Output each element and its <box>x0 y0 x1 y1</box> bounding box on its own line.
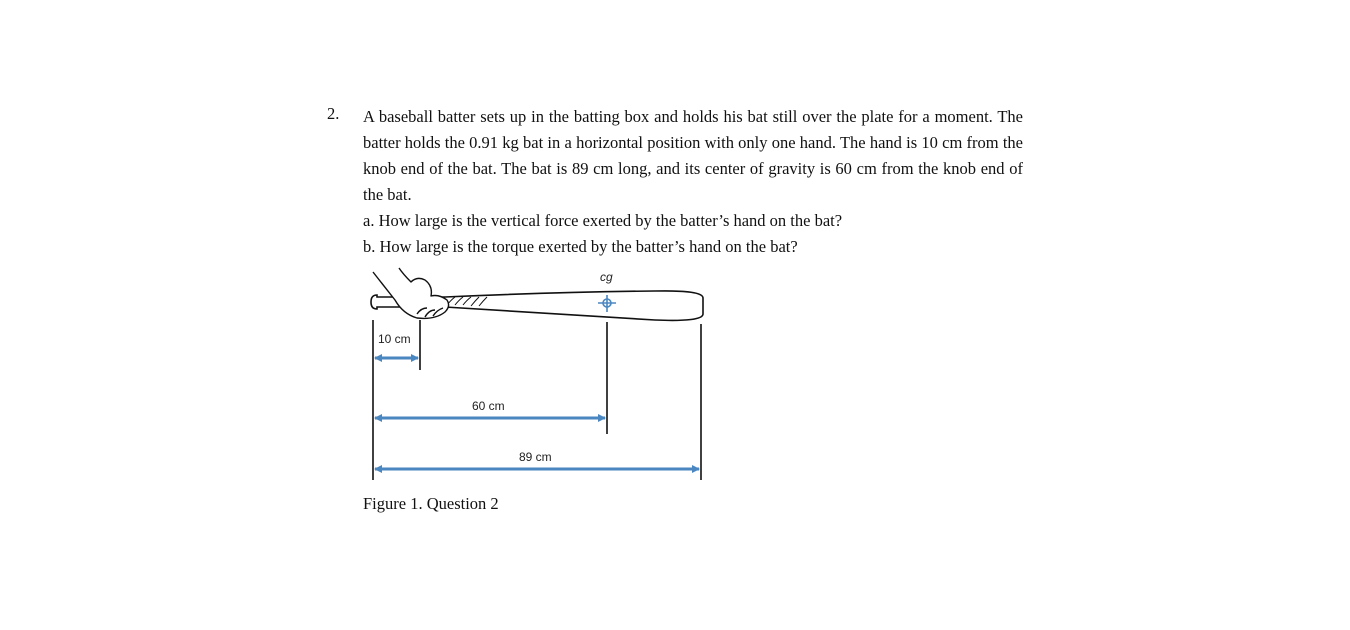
cg-marker <box>598 295 616 312</box>
bat-diagram-svg <box>355 262 725 487</box>
question-paragraph: A baseball batter sets up in the batting box and holds his bat still over the plate for a moment. The batter holds the 0.91 kg bat in a horizontal position with only one hand. The hand is 10 cm from the knob end of the bat. The bat is 89 cm long, and its center of gravity is 60 cm from the knob end of the bat. <box>363 107 1023 204</box>
bat-grip-tape <box>447 297 487 306</box>
figure-caption: Figure 1. Question 2 <box>363 494 499 513</box>
question-number: 2. <box>327 104 340 123</box>
question-part-b: b. How large is the torque exerted by the batter’s hand on the bat? <box>363 237 798 256</box>
question-part-a: a. How large is the vertical force exerted by the batter’s hand on the bat? <box>363 211 843 230</box>
hand <box>373 268 449 318</box>
cg-label: cg <box>600 270 613 284</box>
dim-hand-label: 10 cm <box>378 332 411 346</box>
dim-length-label: 89 cm <box>519 450 552 464</box>
bat-diagram <box>355 262 725 487</box>
dim-cg-label: 60 cm <box>472 399 505 413</box>
question-body <box>363 104 1023 260</box>
